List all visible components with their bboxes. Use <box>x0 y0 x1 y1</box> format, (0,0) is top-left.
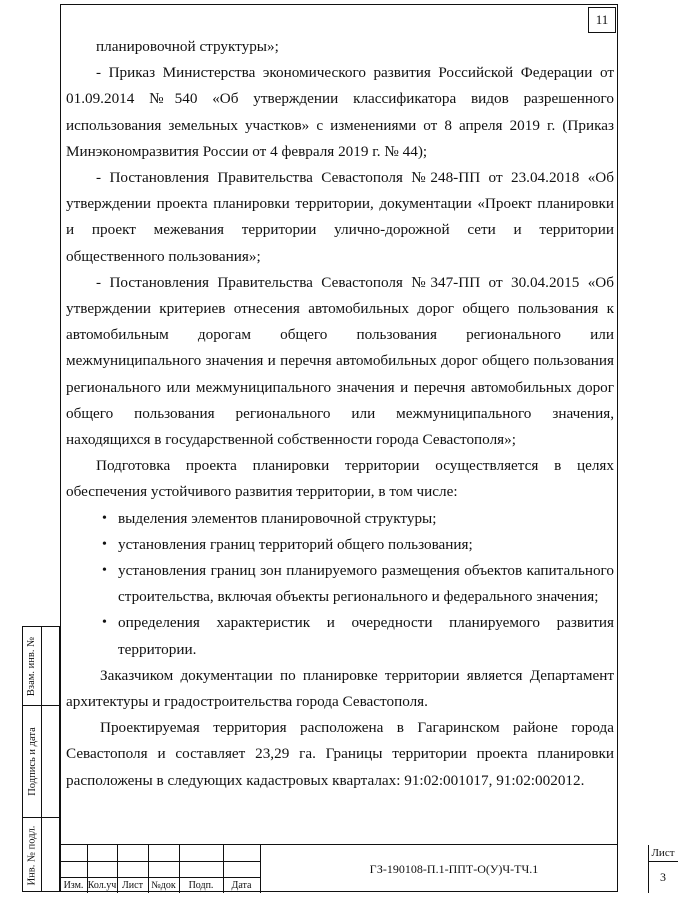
title-block <box>60 844 675 892</box>
bullet-icon: • <box>102 536 107 552</box>
vzam-inv-label: Взам. инв. № <box>26 636 38 696</box>
paragraph: - Постановления Правительства Севастополя №347-ПП от 30.04.2015 «Об утверждении критериев отнесения автомобильных дорог общего пользования к автомобильным дорогам общего пользования регионального или межмуниципального значения и перечня автомобильных дорог общего пользования регионального или межмуниципального значения и перечня автомобильных дорог общего пользования регионального или межмуниципального значения, находящихся в государственной собственности города Севастополя»; <box>66 273 614 449</box>
list-item: • установления границ территорий общего пользования; <box>66 532 614 558</box>
paragraph: Проектируемая территория расположена в Гагаринском районе города Севастополя и составляет 23,29 га. Границы территории проекта планировки расположены в следующих кадастровых кварталах: 91:02:001017, 91:02:002012. <box>66 719 614 789</box>
inv-podl-label: Инв. № подл. <box>26 825 38 885</box>
side-stamp <box>22 626 60 892</box>
sheet-number: 3 <box>660 869 666 884</box>
caption-n-dok: №док <box>151 879 176 891</box>
document-code: ГЗ-190108-П.1-ППТ-О(У)Ч-ТЧ.1 <box>369 861 539 876</box>
paragraph: Подготовка проекта планировки территории осуществляется в целях обеспечения устойчивого развития территории, в том числе: <box>66 457 614 501</box>
page-number: 11 <box>588 7 616 33</box>
caption-podp: Подп. <box>188 879 214 891</box>
bullet-icon: • <box>102 563 107 579</box>
caption-list: Лист <box>122 879 143 891</box>
paragraph: планировочной структуры»; <box>96 38 279 55</box>
bullet-icon: • <box>102 510 107 526</box>
podpis-data-label: Подпись и дата <box>26 726 38 796</box>
list-item: • определения характеристик и очередности планируемого развития территории. <box>66 610 614 662</box>
sheet-label: Лист <box>651 847 675 859</box>
caption-izm: Изм. <box>63 879 84 891</box>
bullet-list <box>66 506 614 663</box>
paragraph: - Приказ Министерства экономического развития Российской Федерации от 01.09.2014 №540 «Об утверждении классификатора видов разрешенного использования земельных участков» с изменениями от 8 апреля 2019 г. (Приказ Минэкономразвития России от 4 февраля 2019 г. № 44); <box>66 64 614 160</box>
caption-kol-uch: Кол.уч <box>87 879 117 891</box>
document-body <box>66 34 614 794</box>
list-item: • выделения элементов планировочной структуры; <box>66 506 614 532</box>
bullet-icon: • <box>102 615 107 631</box>
caption-data: Дата <box>231 879 252 891</box>
paragraph: - Постановления Правительства Севастополя №248-ПП от 23.04.2018 «Об утверждении проекта планировки территории, документации «Проект планировки и проект межевания территории улично-дорожной сети и территории общественного пользования»; <box>66 169 614 265</box>
list-item: • установления границ зон планируемого размещения объектов капитального строительства, включая объекты регионального и федерального значения; <box>66 558 614 610</box>
paragraph: Заказчиком документации по планировке территории является Департамент архитектуры и градостроительства города Севастополя. <box>66 666 614 711</box>
